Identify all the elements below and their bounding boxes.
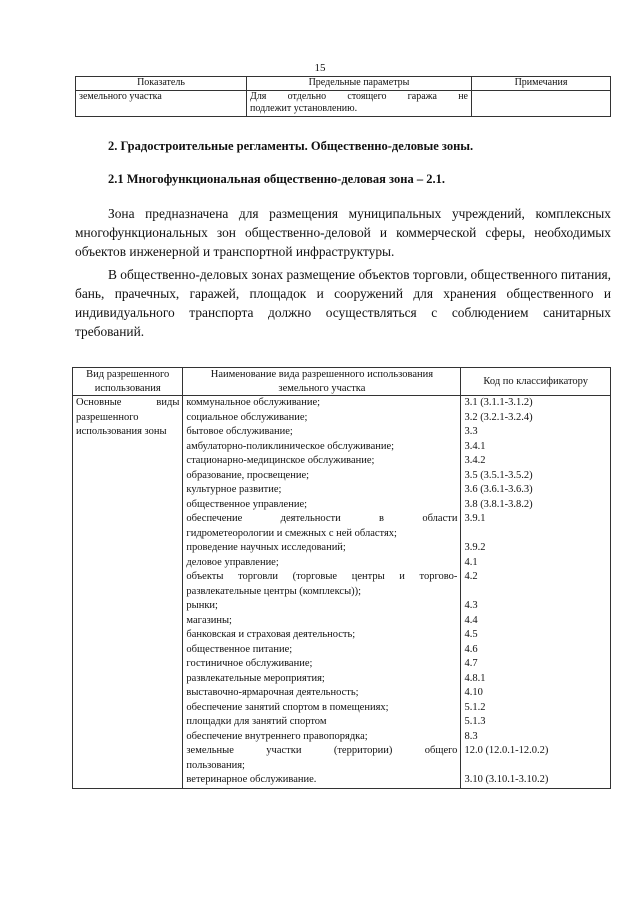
subsection-heading: 2.1 Многофункциональная общественно-деловая зона – 2.1. <box>108 172 445 186</box>
permitted-use-table <box>72 367 611 789</box>
classifier-code-spacer <box>464 585 607 600</box>
use-type-rest: разрешенного использования зоны <box>76 411 167 437</box>
use-name-item: социальное обслуживание; <box>186 411 308 423</box>
classifier-code: 4.1 <box>464 556 478 568</box>
use-name-item-line1: обеспечение деятельности в области <box>186 513 458 524</box>
use-name-item: гостиничное обслуживание; <box>186 658 313 669</box>
use-type-cell <box>73 396 183 789</box>
classifier-code: 5.1.3 <box>464 716 486 727</box>
classifier-code: 5.1.2 <box>464 701 486 713</box>
top-table-cell-indicator: земельного участка <box>76 90 247 116</box>
use-name-cell <box>183 396 461 789</box>
classifier-code: 4.5 <box>464 629 478 640</box>
zone-purpose-text: Зона предназначена для размещения муниципальных учреждений, комплексных многофункциональных зон общественно-деловой и коммерческой сферы, необходимых объектов инженерной и транспортной инфраструктуры. <box>75 206 611 259</box>
use-name-item: образование, просвещение; <box>186 469 310 481</box>
classifier-code-spacer <box>464 759 607 774</box>
zone-purpose-paragraph <box>75 204 611 261</box>
classifier-code: 3.9.1 <box>464 513 486 524</box>
top-table-param-line1: Для отдельно стоящего гаража не <box>250 90 468 102</box>
use-name-item: стационарно-медицинское обслуживание; <box>186 455 375 466</box>
top-table-param-line2: подлежит установлению. <box>250 103 358 114</box>
classifier-code-cell <box>461 396 611 789</box>
use-name-item: коммунальное обслуживание; <box>186 397 321 408</box>
use-name-item: обеспечение занятий спортом в помещениях; <box>186 701 389 713</box>
sanitary-requirements-paragraph <box>75 265 611 341</box>
use-name-item: культурное развитие; <box>186 484 282 495</box>
top-table-row <box>76 90 611 116</box>
classifier-code: 4.2 <box>464 571 478 582</box>
classifier-code: 3.3 <box>464 426 478 437</box>
top-table-header-row <box>76 77 611 91</box>
top-table-header-notes: Примечания <box>472 77 611 91</box>
use-name-item-line2: пользования; <box>186 759 245 771</box>
use-name-item: площадки для занятий спортом <box>186 716 327 727</box>
classifier-code: 4.10 <box>464 687 483 698</box>
top-table <box>75 76 611 117</box>
classifier-code: 3.8 (3.8.1-3.8.2) <box>464 498 533 510</box>
use-name-item: обеспечение внутреннего правопорядка; <box>186 730 368 742</box>
header-use-type: Вид разрешенного использования <box>73 368 183 396</box>
classifier-code: 3.6 (3.6.1-3.6.3) <box>464 484 533 495</box>
use-name-item: банковская и страховая деятельность; <box>186 629 356 640</box>
permitted-use-header-row <box>73 368 611 396</box>
use-name-item: выставочно-ярмарочная деятельность; <box>186 687 359 698</box>
classifier-code: 3.5 (3.5.1-3.5.2) <box>464 469 533 481</box>
use-name-item-line1: объекты торговли (торговые центры и торгово- <box>186 571 458 582</box>
use-name-item <box>186 744 457 773</box>
classifier-code: 4.3 <box>464 600 478 611</box>
classifier-code: 3.10 (3.10.1-3.10.2) <box>464 774 549 785</box>
section-heading: 2. Градостроительные регламенты. Общественно-деловые зоны. <box>108 139 474 153</box>
top-table-cell-notes <box>472 90 611 116</box>
classifier-code: 12.0 (12.0.1-12.0.2) <box>464 745 549 756</box>
page-number: 15 <box>314 62 326 74</box>
use-name-item-line2: развлекательные центры (комплексы)); <box>186 585 362 597</box>
use-name-item: рынки; <box>186 600 218 611</box>
use-name-item: развлекательные мероприятия; <box>186 672 325 684</box>
use-name-item: деловое управление; <box>186 556 279 568</box>
use-name-item-line1: земельные участки (территории) общего <box>186 745 458 756</box>
use-name-item <box>186 570 457 599</box>
classifier-code: 4.6 <box>464 643 478 655</box>
use-name-item: общественное управление; <box>186 498 308 510</box>
classifier-code: 3.1 (3.1.1-3.1.2) <box>464 397 533 408</box>
classifier-code: 3.2 (3.2.1-3.2.4) <box>464 411 533 423</box>
classifier-code: 3.4.2 <box>464 455 486 466</box>
classifier-code: 8.3 <box>464 730 478 742</box>
use-name-item: магазины; <box>186 614 232 626</box>
use-name-item-line2: гидрометеорологии и смежных с ней областях; <box>186 527 397 539</box>
use-type-line1: Основные виды <box>76 397 180 408</box>
use-name-item: амбулаторно-поликлиническое обслуживание; <box>186 440 395 452</box>
header-classifier-code: Код по классификатору <box>461 368 611 396</box>
classifier-code: 4.4 <box>464 614 478 626</box>
classifier-code-spacer <box>464 527 607 542</box>
classifier-code: 3.4.1 <box>464 440 486 452</box>
top-table-header-indicator: Показатель <box>76 77 247 91</box>
use-name-item: ветеринарное обслуживание. <box>186 774 317 785</box>
classifier-code: 4.7 <box>464 658 478 669</box>
use-name-item <box>186 512 457 541</box>
sanitary-requirements-text: В общественно-деловых зонах размещение объектов торговли, общественного питания, бань, прачечных, гаражей, площадок и сооружений для хранения общественного и индивидуального транспорта должно осуществляться с соблюдением санитарных требований. <box>75 267 611 339</box>
top-table-header-parameters: Предельные параметры <box>247 77 472 91</box>
classifier-code: 3.9.2 <box>464 542 486 553</box>
classifier-code: 4.8.1 <box>464 672 486 684</box>
use-name-item: общественное питание; <box>186 643 293 655</box>
permitted-use-row <box>73 396 611 789</box>
top-table-cell-parameters <box>247 90 472 116</box>
header-use-name: Наименование вида разрешенного использования земельного участка <box>183 368 461 396</box>
use-name-item: бытовое обслуживание; <box>186 426 293 437</box>
use-name-item: проведение научных исследований; <box>186 542 346 553</box>
